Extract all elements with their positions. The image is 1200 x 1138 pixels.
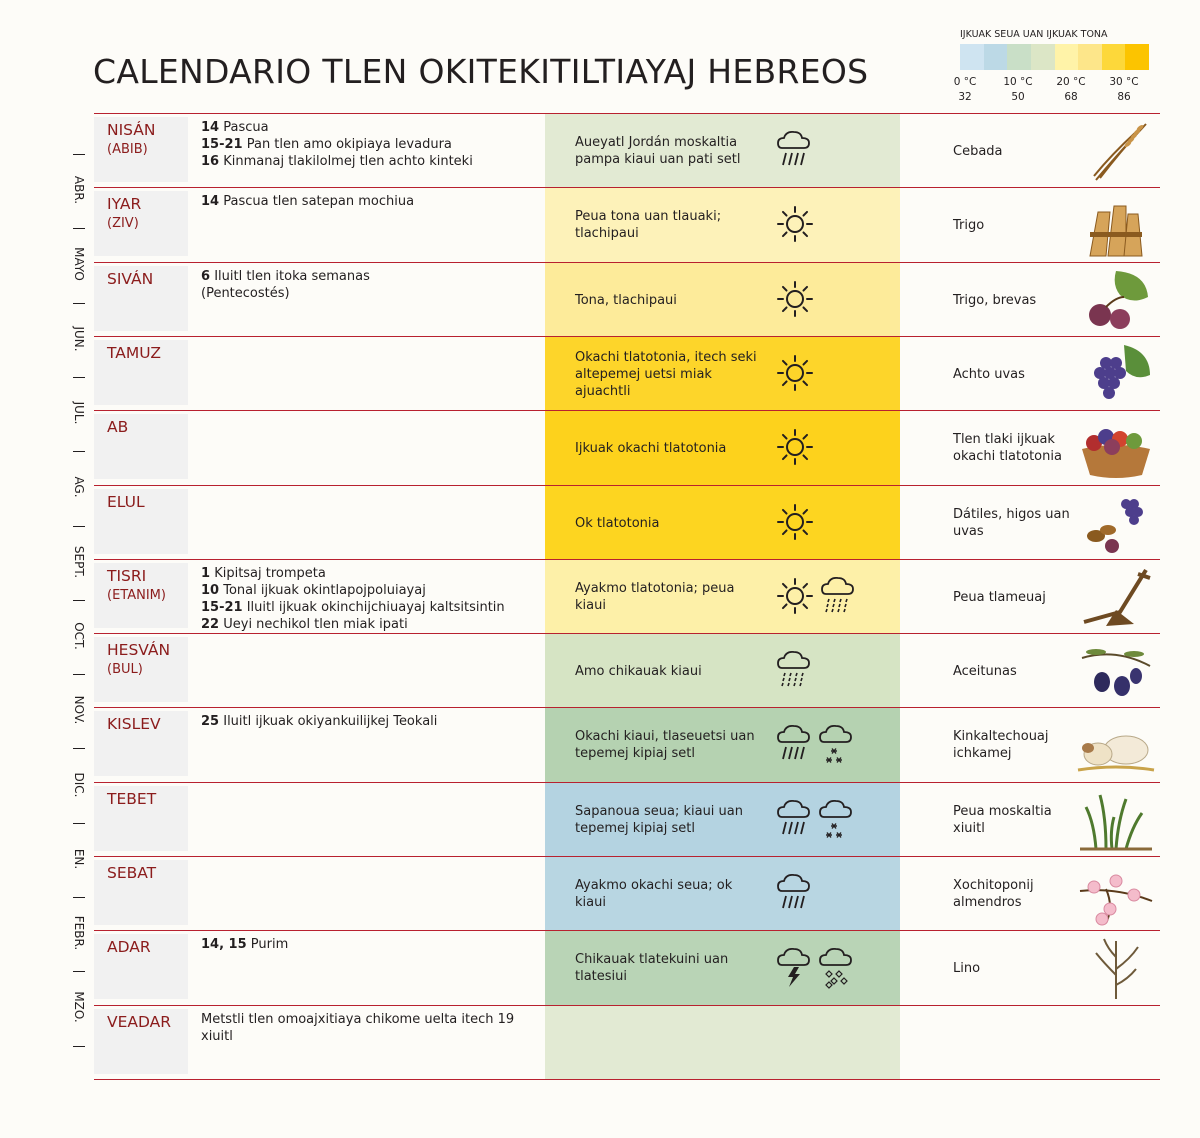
calendar-table: [94, 113, 1160, 1080]
month-name: HESVÁN: [107, 641, 171, 659]
festival-item: [201, 616, 541, 633]
crop-text: Lino: [953, 960, 981, 976]
weather-icons: [775, 648, 813, 694]
weather-text: Okachi tlatotonia, itech seki altepemej uetsi miak ajuachtli: [575, 349, 757, 399]
snow-cloud-icon: [817, 722, 855, 768]
festival-item: [201, 599, 541, 616]
legend-fahrenheit: 50: [1011, 91, 1025, 103]
ruler-month-label: MZO.: [72, 991, 86, 1024]
drizzle-cloud-icon: [775, 648, 813, 694]
festival-date: 22: [201, 617, 220, 632]
month-cell: [94, 786, 188, 851]
festival-name: Kipitsaj trompeta: [214, 566, 326, 581]
month-cell: [94, 489, 188, 554]
weather-icons: [775, 277, 815, 323]
festival-list: [201, 936, 541, 953]
weather-text: Ayakmo tlatotonia; peua kiaui: [575, 581, 735, 613]
legend-fahrenheit: 68: [1064, 91, 1078, 103]
month-name: TEBET: [107, 790, 157, 808]
legend-swatch: [1007, 44, 1031, 70]
crop-text: Kinkaltechouaj ichkamej: [953, 729, 1049, 761]
almond-blossom-icon: [1076, 861, 1156, 927]
month-name: SIVÁN: [107, 270, 154, 288]
page-title: CALENDARIO TLEN OKITEKITILTIAYAJ HEBREOS: [93, 52, 869, 91]
rain-cloud-icon: [775, 722, 813, 768]
weather-cell: [545, 857, 900, 931]
festival-date: 6: [201, 269, 211, 284]
month-row: [94, 486, 1160, 560]
festival-date: 10: [201, 583, 220, 598]
crop-text: Peua moskaltia xiuitl: [953, 804, 1052, 836]
ruler-tick: [73, 154, 85, 155]
festival-list: [201, 193, 541, 210]
month-cell: [94, 934, 188, 999]
crop-text: Trigo: [953, 217, 985, 233]
crop-text: Tlen tlaki ijkuak okachi tlatotonia: [953, 432, 1062, 464]
festival-date: 15-21: [201, 600, 243, 615]
sun-icon: [775, 425, 815, 471]
weather-text: Aueyatl Jordán moskaltia pampa kiaui uan pati setl: [575, 135, 741, 167]
dates-figs-grapes-icon: [1076, 490, 1156, 556]
weather-cell: [545, 931, 900, 1005]
festival-date: 16: [201, 154, 220, 169]
month-name: ELUL: [107, 493, 145, 511]
month-name: TAMUZ: [107, 344, 161, 362]
month-cell: [94, 563, 188, 628]
month-name: KISLEV: [107, 715, 161, 733]
weather-text: Peua tona uan tlauaki; tlachipaui: [575, 209, 722, 241]
month-name: SEBAT: [107, 864, 157, 882]
month-name: VEADAR: [107, 1013, 172, 1031]
ruler-month-label: SEPT.: [72, 545, 86, 578]
month-row: [94, 708, 1160, 782]
sun-icon: [775, 277, 815, 323]
grapes-icon: [1076, 341, 1156, 407]
hail-cloud-icon: [817, 945, 855, 991]
crop-text: Xochitoponij almendros: [953, 878, 1034, 910]
row-divider: [94, 1079, 1160, 1080]
festival-item: [201, 136, 541, 153]
festival-date: 25: [201, 714, 220, 729]
festival-name: Metstli tlen omoajxitiaya chikome uelta itech 19 xiuitl: [201, 1012, 515, 1044]
sun-icon: [775, 351, 815, 397]
month-alt-name: (ABIB): [107, 142, 148, 157]
ruler-tick: [73, 600, 85, 601]
weather-text: Sapanoua seua; kiaui uan tepemej kipiaj setl: [575, 804, 743, 836]
weather-text: Chikauak tlatekuini uan tlatesiui: [575, 952, 729, 984]
month-row: [94, 337, 1160, 411]
weather-cell: [545, 783, 900, 857]
weather-cell: [545, 560, 900, 634]
legend-swatch: [1055, 44, 1079, 70]
festival-item: [201, 713, 541, 730]
weather-icons: [775, 871, 813, 917]
legend-swatch: [1102, 44, 1126, 70]
sheep-icon: [1076, 712, 1156, 778]
festival-date: 14: [201, 194, 220, 209]
festival-item: [201, 193, 541, 210]
month-name: NISÁN: [107, 121, 156, 139]
month-name: IYAR: [107, 195, 142, 213]
ruler-month-label: OCT.: [72, 622, 86, 650]
legend-celsius: 20 °C: [1056, 76, 1086, 88]
weather-cell: [545, 708, 900, 782]
festival-name: Pascua tlen satepan mochiua: [223, 194, 415, 209]
legend-fahrenheit: 86: [1117, 91, 1131, 103]
ruler-month-label: JUL.: [72, 401, 86, 425]
festival-item: [201, 153, 541, 170]
legend-swatch: [1125, 44, 1149, 70]
rain-cloud-icon: [775, 797, 813, 843]
weather-text: Ok tlatotonia: [575, 515, 660, 531]
ruler-month-label: FEBR.: [72, 915, 86, 951]
month-name: AB: [107, 418, 129, 436]
ruler-month-label: EN.: [72, 848, 86, 870]
month-row: [94, 560, 1160, 634]
crop-text: Aceitunas: [953, 663, 1017, 679]
ruler-month-label: AG.: [72, 476, 86, 498]
weather-text: Tona, tlachipaui: [575, 292, 677, 308]
weather-icons: [775, 574, 857, 620]
legend-swatch: [960, 44, 984, 70]
ruler-tick: [73, 303, 85, 304]
weather-icons: [775, 797, 855, 843]
sun-icon: [775, 500, 815, 546]
legend-title: IJKUAK SEUA UAN IJKUAK TONA: [960, 29, 1108, 40]
festival-date: 1: [201, 566, 211, 581]
legend-swatch: [1031, 44, 1055, 70]
sun-icon: [775, 202, 815, 248]
sun-icon: [775, 574, 815, 620]
festival-list: [201, 1011, 541, 1045]
month-cell: [94, 711, 188, 776]
festival-item: [201, 1011, 541, 1045]
month-row: [94, 634, 1160, 708]
month-row: [94, 931, 1160, 1005]
legend-color-bar: [960, 44, 1149, 70]
month-alt-name: (ZIV): [107, 216, 139, 231]
festival-item: [201, 119, 541, 136]
figs-icon: [1076, 267, 1156, 333]
month-row: [94, 263, 1160, 337]
festival-item: [201, 582, 541, 599]
weather-cell: [545, 337, 900, 411]
weather-text: Amo chikauak kiaui: [575, 663, 702, 679]
festival-list: [201, 565, 541, 633]
weather-cell: [545, 411, 900, 485]
wheat-sheaf-icon: [1076, 192, 1156, 258]
rain-cloud-icon: [775, 871, 813, 917]
weather-text: Ijkuak okachi tlatotonia: [575, 440, 727, 456]
legend-celsius: 0 °C: [953, 76, 977, 88]
olives-icon: [1076, 638, 1156, 704]
month-cell: [94, 637, 188, 702]
festival-name: Pan tlen amo okipiaya levadura: [246, 137, 452, 152]
weather-cell: [545, 486, 900, 560]
ruler-month-label: JUN.: [72, 326, 86, 352]
ruler-tick: [73, 451, 85, 452]
gregorian-month-ruler: [66, 114, 92, 1080]
month-alt-name: (ETANIM): [107, 588, 166, 603]
legend-celsius: 30 °C: [1109, 76, 1139, 88]
festival-name: Iluitl ijkuak okiyankuilijkej Teokali: [223, 714, 438, 729]
festival-list: [201, 713, 541, 730]
month-cell: [94, 191, 188, 256]
month-row: [94, 188, 1160, 262]
month-name: ADAR: [107, 938, 151, 956]
ruler-tick: [73, 971, 85, 972]
ruler-tick: [73, 228, 85, 229]
ruler-month-label: DIC.: [72, 772, 86, 798]
festival-name: Ueyi nechikol tlen miak ipati: [223, 617, 408, 632]
festival-name: Purim: [250, 937, 289, 952]
ruler-tick: [73, 377, 85, 378]
drizzle-cloud-icon: [819, 574, 857, 620]
thunderstorm-icon: [775, 945, 813, 991]
month-row: [94, 857, 1160, 931]
weather-cell: [545, 1006, 900, 1080]
month-cell: [94, 340, 188, 405]
weather-cell: [545, 263, 900, 337]
festival-name: Tonal ijkuak okintlapojpoluiayaj: [223, 583, 426, 598]
fruit-basket-icon: [1076, 415, 1156, 481]
month-cell: [94, 414, 188, 479]
festival-date: 14: [201, 120, 220, 135]
festival-date: 15-21: [201, 137, 243, 152]
month-name: TISRI: [107, 567, 147, 585]
plow-icon: [1076, 564, 1156, 630]
flax-icon: [1076, 935, 1156, 1001]
crop-text: Achto uvas: [953, 366, 1025, 382]
legend-swatch: [1078, 44, 1102, 70]
festival-list: [201, 119, 541, 170]
month-row: [94, 783, 1160, 857]
rain-cloud-icon: [775, 128, 813, 174]
weather-icons: [775, 425, 815, 471]
festival-name: Pascua: [223, 120, 269, 135]
month-cell: [94, 117, 188, 182]
crop-text: Cebada: [953, 143, 1003, 159]
crop-text: Trigo, brevas: [953, 292, 1037, 308]
grass-icon: [1076, 787, 1156, 853]
month-cell: [94, 266, 188, 331]
festival-item: [201, 565, 541, 582]
weather-cell: [545, 188, 900, 262]
ruler-tick: [73, 748, 85, 749]
legend-celsius: 10 °C: [1003, 76, 1033, 88]
ruler-month-label: ABR.: [72, 176, 86, 205]
festival-item: [201, 268, 541, 285]
weather-icons: [775, 500, 815, 546]
ruler-month-label: NOV.: [72, 695, 86, 725]
weather-icons: [775, 945, 855, 991]
festival-item: [201, 936, 541, 953]
month-cell: [94, 1009, 188, 1074]
ruler-tick: [73, 897, 85, 898]
month-row: [94, 1006, 1160, 1080]
temperature-legend: [953, 27, 1160, 107]
month-row: [94, 114, 1160, 188]
weather-icons: [775, 202, 815, 248]
barley-icon: [1076, 118, 1156, 184]
festival-list: [201, 268, 541, 302]
weather-text: Ayakmo okachi seua; ok kiaui: [575, 878, 733, 910]
festival-date: 14, 15: [201, 937, 247, 952]
weather-icons: [775, 722, 855, 768]
crop-text: Dátiles, higos uan uvas: [953, 507, 1070, 539]
weather-cell: [545, 634, 900, 708]
festival-name: (Pentecostés): [201, 286, 290, 301]
festival-name: Kinmanaj tlakilolmej tlen achto kinteki: [223, 154, 473, 169]
month-alt-name: (BUL): [107, 662, 143, 677]
festival-item: [201, 285, 541, 302]
ruler-tick: [73, 674, 85, 675]
month-row: [94, 411, 1160, 485]
legend-fahrenheit: 32: [958, 91, 972, 103]
weather-icons: [775, 351, 815, 397]
crop-text: Peua tlameuaj: [953, 589, 1046, 605]
month-cell: [94, 860, 188, 925]
ruler-tick: [73, 1046, 85, 1047]
weather-cell: [545, 114, 900, 188]
festival-name: Iluitl tlen itoka semanas: [214, 269, 370, 284]
ruler-tick: [73, 526, 85, 527]
legend-swatch: [984, 44, 1008, 70]
ruler-month-label: MAYO: [72, 247, 86, 282]
weather-icons: [775, 128, 813, 174]
festival-name: Iluitl ijkuak okinchijchiuayaj kaltsitsintin: [246, 600, 505, 615]
ruler-tick: [73, 823, 85, 824]
weather-text: Okachi kiaui, tlaseuetsi uan tepemej kipiaj setl: [575, 729, 755, 761]
snow-cloud-icon: [817, 797, 855, 843]
